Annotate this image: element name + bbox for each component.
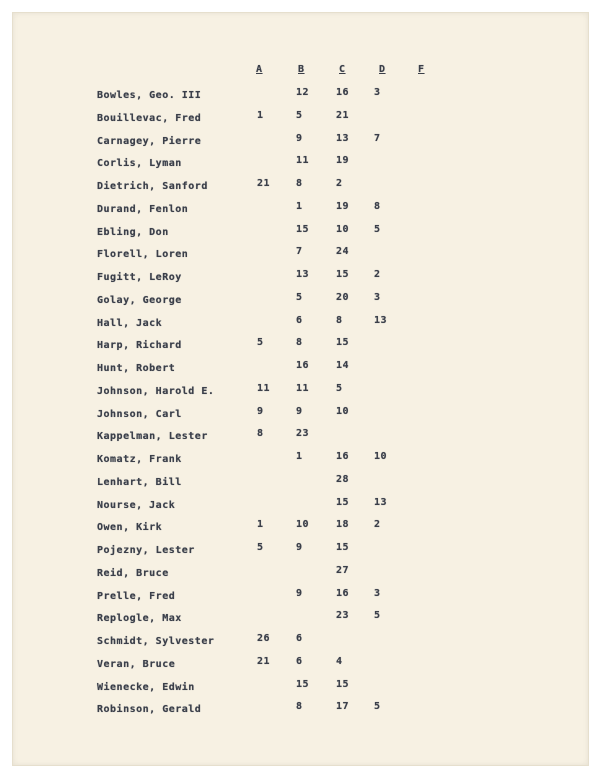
student-name: Reid, Bruce	[97, 567, 169, 579]
student-name: Bouillevac, Fred	[97, 112, 202, 124]
score-d: 10	[374, 451, 388, 462]
score-b: 16	[296, 360, 310, 371]
student-name: Owen, Kirk	[97, 522, 163, 534]
score-b: 9	[296, 405, 303, 417]
score-d: 5	[374, 223, 381, 235]
score-b: 8	[296, 178, 303, 189]
score-c: 19	[336, 200, 350, 212]
score-c: 21	[336, 109, 350, 121]
score-b: 13	[296, 269, 310, 280]
score-b: 9	[296, 587, 303, 599]
score-d: 5	[374, 701, 381, 713]
score-d: 5	[374, 610, 381, 622]
student-name: Lenhart, Bill	[97, 476, 182, 488]
score-c: 20	[336, 291, 350, 303]
score-d: 3	[374, 291, 381, 303]
score-b: 9	[296, 542, 303, 553]
score-b: 1	[296, 451, 303, 462]
score-a: 11	[257, 382, 271, 394]
score-c: 15	[336, 678, 350, 690]
score-b: 11	[296, 155, 310, 167]
score-c: 16	[336, 451, 350, 462]
score-b: 6	[296, 633, 303, 644]
score-c: 10	[336, 405, 350, 417]
student-name: Durand, Fenlon	[97, 203, 189, 215]
student-name: Golay, George	[97, 294, 182, 306]
score-b: 5	[296, 291, 303, 303]
score-b: 6	[296, 655, 303, 667]
student-name: Schmidt, Sylvester	[97, 636, 215, 647]
column-header-d: D	[379, 64, 386, 75]
score-d: 7	[374, 132, 381, 144]
column-header-f: F	[418, 64, 425, 75]
student-name: Dietrich, Sanford	[97, 181, 208, 192]
score-d: 13	[374, 496, 388, 508]
score-b: 15	[296, 223, 310, 235]
score-a: 5	[257, 542, 264, 553]
score-c: 23	[336, 610, 350, 622]
student-name: Ebling, Don	[97, 226, 169, 238]
score-b: 9	[296, 132, 303, 144]
score-a: 26	[257, 633, 271, 644]
score-c: 15	[336, 496, 350, 508]
score-c: 5	[336, 382, 343, 394]
student-name: Hall, Jack	[97, 317, 163, 329]
student-name: Replogle, Max	[97, 613, 182, 625]
score-c: 4	[336, 655, 343, 667]
student-name: Wienecke, Edwin	[97, 681, 195, 693]
student-name: Carnagey, Pierre	[97, 135, 202, 147]
student-name: Florell, Loren	[97, 249, 189, 261]
score-b: 5	[296, 109, 303, 121]
score-c: 28	[336, 473, 350, 485]
score-a: 8	[257, 428, 264, 440]
score-c: 18	[336, 519, 350, 531]
student-name: Pojezny, Lester	[97, 545, 195, 556]
score-c: 8	[336, 314, 343, 326]
student-name: Hunt, Robert	[97, 363, 176, 374]
score-b: 1	[296, 200, 303, 212]
score-c: 14	[336, 360, 350, 371]
student-name: Johnson, Harold E.	[97, 385, 215, 397]
column-header-c: C	[339, 64, 346, 75]
student-name: Kappelman, Lester	[97, 431, 208, 443]
score-b: 7	[296, 246, 303, 258]
typed-document	[13, 13, 588, 765]
score-c: 16	[336, 587, 350, 599]
student-name: Bowles, Geo. III	[97, 90, 202, 101]
score-b: 6	[296, 314, 303, 326]
score-c: 2	[336, 178, 343, 189]
score-c: 24	[336, 246, 350, 258]
score-d: 3	[374, 587, 381, 599]
score-c: 15	[336, 337, 350, 349]
student-name: Robinson, Gerald	[97, 704, 202, 716]
score-a: 21	[257, 178, 271, 189]
score-a: 21	[257, 655, 271, 667]
score-a: 9	[257, 405, 264, 417]
score-c: 16	[336, 87, 350, 98]
score-b: 8	[296, 337, 303, 349]
student-name: Veran, Bruce	[97, 658, 176, 670]
score-c: 10	[336, 223, 350, 235]
student-name: Harp, Richard	[97, 340, 182, 352]
student-name: Komatz, Frank	[97, 454, 182, 465]
student-name: Johnson, Carl	[97, 408, 182, 420]
score-a: 5	[257, 337, 264, 349]
score-b: 15	[296, 678, 310, 690]
column-header-b: B	[298, 64, 305, 75]
score-c: 17	[336, 701, 350, 713]
score-b: 10	[296, 519, 310, 531]
score-d: 2	[374, 269, 381, 280]
score-d: 2	[374, 519, 381, 531]
score-d: 3	[374, 87, 381, 98]
student-name: Nourse, Jack	[97, 499, 176, 511]
score-b: 11	[296, 382, 310, 394]
student-name: Corlis, Lyman	[97, 158, 182, 170]
score-c: 13	[336, 132, 350, 144]
student-name: Fugitt, LeRoy	[97, 272, 182, 283]
score-b: 8	[296, 701, 303, 713]
score-c: 19	[336, 155, 350, 167]
score-a: 1	[257, 519, 264, 531]
score-d: 13	[374, 314, 388, 326]
score-a: 1	[257, 109, 264, 121]
score-b: 23	[296, 428, 310, 440]
score-c: 15	[336, 542, 350, 553]
student-name: Prelle, Fred	[97, 590, 176, 602]
score-c: 15	[336, 269, 350, 280]
score-d: 8	[374, 200, 381, 212]
score-b: 12	[296, 87, 310, 98]
score-c: 27	[336, 564, 350, 576]
column-header-a: A	[256, 64, 263, 75]
